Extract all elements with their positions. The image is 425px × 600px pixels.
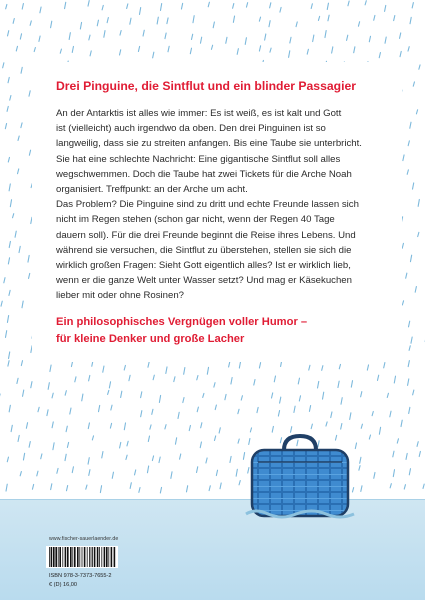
headline: Drei Pinguine, die Sintflut und ein blinder Passagier: [56, 79, 356, 93]
blurb-text: An der Antarktis ist alles wie immer: Es ist weiß, es ist kalt und Gott ist (vielleicht) auch irgendwo da oben. Den drei Pinguinen ist so langweilig, dass sie zu streiten anfangen. Bis eine Taube sie unterbricht. Sie hat eine schlechte Nachricht: Eine gigantische Sintflut soll alles wegschwemmen. Doch die Taube hat zwei Tickets für die Arche Noah organisiert. Treffpunkt: an der Arche um acht. Das Problem? Die Pinguine sind zu dritt und echte Freunde lassen sich nicht im Regen stehen (schon gar nicht, wenn der Regen 40 Tage dauern soll). Für die drei Freunde beginnt die Reise ihres Lebens. Und während sie versuchen, die Sintflut zu überstehen, stellen sie sich die wirklich großen Fragen: Sieht Gott eigentlich alles? Ist er wirklich lieb, wenn er die ganze Welt unter Wasser setzt? Und mag er Käsekuchen lieber mit oder ohne Rosinen?: [56, 108, 362, 302]
tagline: Ein philosophisches Vergnügen voller Humor – für kleine Denker und große Lacher: [56, 316, 308, 345]
price-label: € (D) 16,00: [49, 582, 77, 588]
suitcase-illustration: [240, 414, 360, 534]
barcode: [46, 546, 118, 568]
publisher-website: www.fischer-sauerlaender.de: [49, 536, 119, 542]
isbn-number: ISBN 978-3-7373-7655-2: [49, 573, 112, 579]
